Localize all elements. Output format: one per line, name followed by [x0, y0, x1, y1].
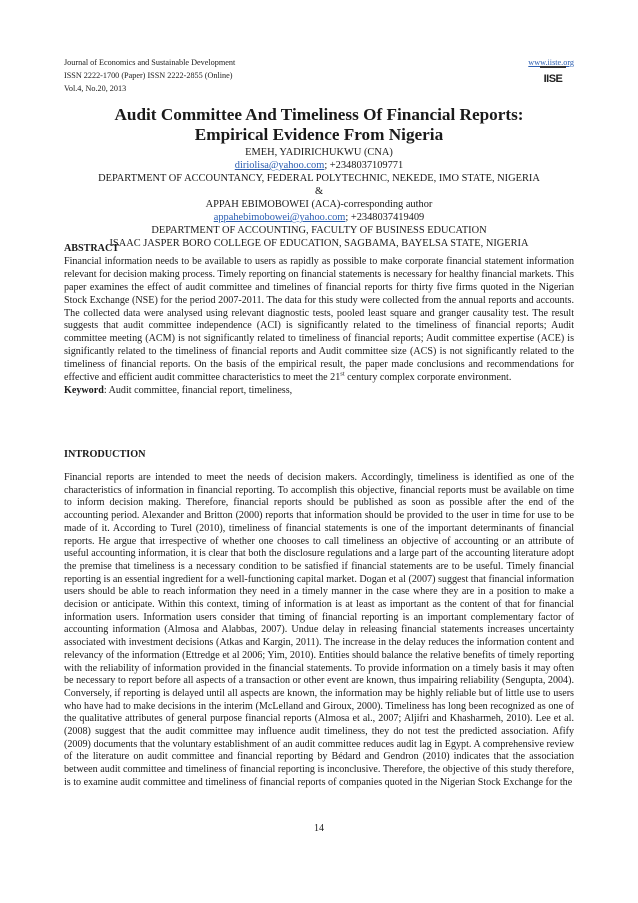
introduction-section — [64, 472, 574, 790]
author-separator: & — [314, 186, 324, 197]
title-line-1: Audit Committee And Timeliness Of Financial Reports: — [114, 105, 524, 124]
keywords — [64, 385, 574, 398]
iiste-logo — [536, 66, 570, 88]
author-1-phone: ; +2348037109771 — [324, 160, 404, 171]
journal-volume: Vol.4, No.20, 2013 — [64, 84, 127, 93]
author-2-phone: ; +2348037419409 — [345, 212, 425, 223]
abstract-text-main: Financial information needs to be available to users as rapidly as possible to make corporate financial statement information relevant for decision making process. Timely reporting on financial statements is necessary for healthy financial markets. This paper examines the effect of audit committee and timelines of financial reports for thirty five firms quoted in the Nigerian Stock Exchange (NSE) for the period 2007-2011. The data for this study were collected from the annual reports and accounts. The collected data were analysed using relevant diagnostic tests, pooled least square and granger causality test. The result suggests that audit committee independence (ACI) is significantly related to the timeliness of financial reports; Audit committee meeting (ACM) is not significantly related to timeliness of financial reports; Audit committee expertise (ACE) is significantly related to the timeliness of financial reports and Audit committee size (ACS) is not significantly related to the timeliness of financial reports. On the basis of the empirical result, the paper made conclusions and recommendations for effective and efficient audit committee characteristics to meet the 21 — [64, 255, 574, 384]
author-2-contact — [64, 211, 574, 224]
author-2-department: DEPARTMENT OF ACCOUNTING, FACULTY OF BUSINESS EDUCATION — [151, 225, 487, 236]
introduction-text: Financial reports are intended to meet the needs of decision makers. Accordingly, timeliness is identified as one of the characteristics of information in financial reporting. To accomplish this objective, financial reports must be available on time to inform decision making. Therefore, financial reports should be published as soon as possible after the end of the accounting period. Alexander and Britton (2000) reports that information should be provided to the user in time for use to be made of it. According to Turel (2010), timeliness of financial statements is one of the important determinants of financial reports. He argue that irrespective of whether one chooses to call timeliness an objective of accounting or an attribute of useful accounting information, it is clear that both the disclosure regulations and a large part of the accounting literature adopt the premise that timeliness is a necessary condition to be satisfied if financial statements are to be useful. Timely financial reporting is an essential ingredient for a well-functioning capital market. Dogan et al (2007) suggest that financial information users should be able to reach information they need in a timely manner in the case where they are in a position to make a decision or anticipate. Within this context, timing of information is at least as important as the content of that for financial information users. Information users consider that timing of financial reporting is an important complementary factor of accounting information (Almosa and Alabbas, 2007). Undue delay in releasing financial statements increases uncertainty associated with investment decisions (Atkas and Kargin, 2011). The increase in the delay reduces the information content and relevancy of the information (Ettredge et al 2006; Yim, 2010). Entities should balance the relative benefits of timely reporting with the reliability of information provided in the financial statements. To provide information on a timely basis it may often be necessary to report before all aspects of a transaction or other event are known, thus impairing reliability (Sengupta, 2004). Conversely, if reporting is delayed until all aspects are known, the information may be highly reliable but of little use to users who have had to make decisions in the interim (McLelland and Giroux, 2000). Timeliness has long been recognized as one of the qualitative attributes of general purpose financial reports (Almosa et al., 2007; Aljifri and Khasharmeh, 2010). Lee et al. (2008) suggest that the audit committee may influence audit timeliness, they do not test the predicted association. Afify (2009) documents that the voluntary establishment of an audit committee reduces audit lag in Egypt. A comprehensive review of the literature on audit committee and financial reporting by Bédard and Gendron (2010) indicates that the association between audit committee and timeliness of financial reporting is inconclusive. Therefore, the objective of this study therefore, is to examine audit committee and timeliness of financial reports of companies quoted in the Nigerian Stock Exchange for the — [64, 472, 574, 788]
abstract-superscript: st — [340, 370, 345, 378]
journal-header — [64, 56, 574, 95]
author-2-institution: ISAAC JASPER BORO COLLEGE OF EDUCATION, SAGBAMA, BAYELSA STATE, NIGERIA — [109, 238, 529, 249]
author-2-name: APPAH EBIMOBOWEI (ACA)-corresponding author — [205, 199, 433, 210]
abstract-heading: ABSTRACT — [64, 243, 119, 254]
keyword-text: : Audit committee, financial report, timeliness, — [103, 384, 293, 396]
author-2-email-link[interactable]: appahebimobowei@yahoo.com — [213, 212, 346, 223]
logo-text: IISE — [543, 73, 563, 85]
journal-issn: ISSN 2222-1700 (Paper) ISSN 2222-2855 (Online) — [64, 71, 233, 80]
page-number: 14 — [314, 823, 324, 834]
author-1-name: EMEH, YADIRICHUKWU (CNA) — [245, 147, 393, 158]
abstract-section — [64, 243, 574, 398]
author-1-department: DEPARTMENT OF ACCOUNTANCY, FEDERAL POLYTECHNIC, NEKEDE, IMO STATE, NIGERIA — [98, 173, 540, 184]
author-1-contact — [64, 159, 574, 172]
title-line-2: Empirical Evidence From Nigeria — [194, 125, 444, 144]
introduction-heading: INTRODUCTION — [64, 449, 146, 460]
paper-title — [64, 105, 574, 145]
journal-url-link[interactable]: www.iiste.org — [528, 58, 574, 67]
abstract-text — [64, 256, 574, 385]
journal-name: Journal of Economics and Sustainable Development — [64, 58, 236, 67]
author-1-email-link[interactable]: diriolisa@yahoo.com — [234, 160, 325, 171]
author-block — [64, 146, 574, 250]
keyword-label: Keyword — [64, 384, 104, 396]
abstract-text-end: century complex corporate environment. — [344, 372, 512, 384]
